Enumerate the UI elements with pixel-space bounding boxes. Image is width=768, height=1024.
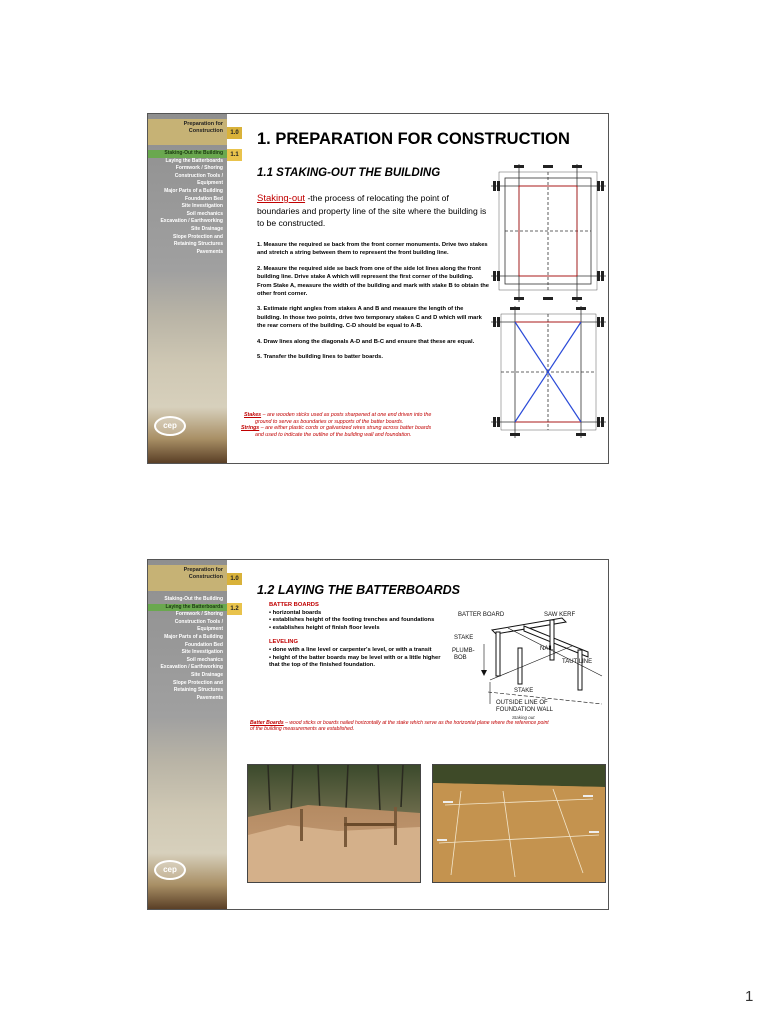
sidebar-item-batterboards[interactable]: Laying the Batterboards xyxy=(165,157,223,164)
sidebar-item-formwork[interactable]: Formwork / Shoring xyxy=(175,165,223,172)
diagram-caption: Staking out xyxy=(512,715,535,720)
section-number-sub: 1.1 xyxy=(227,149,242,161)
leveling-item: • done with a line level or carpenter's level, or with a transit xyxy=(269,646,432,653)
slide-staking-out xyxy=(147,113,609,464)
step-item: 4. Draw lines along the diagonals A-D and B-C and ensure that these are equal. xyxy=(257,338,475,345)
sidebar-item-pavements[interactable]: Pavements xyxy=(196,694,223,701)
note-strings-cont: and used to indicate the outline of the building wall and foundation. xyxy=(255,432,412,439)
definition xyxy=(257,192,489,229)
sidebar-item-tools[interactable]: Construction Tools / xyxy=(174,172,223,179)
label-foundation-wall: FOUNDATION WALL xyxy=(496,707,554,713)
sidebar-item-major-parts[interactable]: Major Parts of a Building xyxy=(164,187,223,194)
sidebar-header[interactable] xyxy=(148,565,227,591)
sidebar-item-pavements[interactable]: Pavements xyxy=(196,248,223,255)
note-text: – wood sticks or boards nailed horizontally at the stake which serve as the horizontal plane where the reference point of the building measurements are established. xyxy=(250,720,549,733)
sidebar-item-excavation[interactable]: Excavation / Earthworking xyxy=(160,664,223,671)
batter-heading: BATTER BOARDS xyxy=(269,602,319,608)
sidebar xyxy=(148,114,227,463)
slide-title: 1. PREPARATION FOR CONSTRUCTION xyxy=(257,130,570,148)
sidebar-header-line-1: Preparation for xyxy=(183,567,223,573)
sidebar-header-line-1: Preparation for xyxy=(183,121,223,127)
sidebar-item-site-drainage[interactable]: Site Drainage xyxy=(191,671,223,678)
step-item: 2. Measure the required side se back from one of the side lot lines along the front building line. Drive stake A which will represent the first corner of the building. From Stake A, measure the width of the building and mark with stake B to obtain the other front corner. xyxy=(257,265,490,298)
section-number-main: 1.0 xyxy=(227,573,242,585)
batter-item: • horizontal boards xyxy=(269,609,322,616)
sidebar-item-staking-out[interactable]: Staking-Out the Building xyxy=(164,596,223,602)
leveling-heading: LEVELING xyxy=(269,639,298,646)
sidebar-header-line-2: Construction xyxy=(188,574,223,580)
slide-content xyxy=(241,114,608,463)
sidebar-item-foundation-bed[interactable]: Foundation Bed xyxy=(184,641,223,648)
slide-content xyxy=(244,560,608,909)
step-item: 5. Transfer the building lines to batter boards. xyxy=(257,354,383,361)
step-item: 1. Measure the required se back from the front corner monuments. Drive two stakes and stretch a string between them to represent the front building line. xyxy=(257,242,488,257)
sidebar-nav xyxy=(148,596,227,702)
sidebar-item-excavation[interactable]: Excavation / Earthworking xyxy=(160,218,223,225)
definition-term: Staking-out xyxy=(257,193,306,204)
label-batter-board: BATTER BOARD xyxy=(458,612,505,618)
note-strings-term: Strings xyxy=(241,425,260,432)
label-stake: STAKE xyxy=(454,635,474,641)
sidebar-item-slope-protection[interactable]: Slope Protection and xyxy=(172,233,223,240)
leveling-item: • height of the batter boards may be level with or a little higher that the top of the finished foundation. xyxy=(269,654,441,669)
label-taut-line: TAUT LINE xyxy=(562,659,593,665)
site-photo-stakes xyxy=(247,764,421,883)
sidebar-item-formwork[interactable]: Formwork / Shoring xyxy=(175,611,223,618)
staking-diagram-diagonals xyxy=(491,306,606,438)
note-stakes-text: – are wooden sticks used as posts sharpened at one end driven into the xyxy=(261,412,432,418)
sidebar-item-retaining-structures[interactable]: Retaining Structures xyxy=(173,241,223,248)
note-stakes-cont: ground to serve as boundaries or supports of the batter boards. xyxy=(255,418,404,425)
step-item: 3. Estimate right angles from stakes A and B and measure the length of the building. In those two points, drive two temporary stakes C and D which will mark the rear corners of the building. C-D should be equal to A-B. xyxy=(257,306,482,330)
sidebar-item-site-investigation[interactable]: Site Investigation xyxy=(181,649,223,656)
sidebar-nav xyxy=(148,150,227,256)
sidebar-item-soil-mechanics[interactable]: Soil mechanics xyxy=(186,656,223,663)
sidebar-item-batterboards[interactable]: Laying the Batterboards xyxy=(148,604,227,612)
batter-board-text xyxy=(269,602,444,670)
cep-logo: cep xyxy=(154,416,186,436)
staking-diagram-top xyxy=(491,164,606,302)
batter-board-diagram xyxy=(452,608,606,716)
batter-board-note xyxy=(250,720,550,733)
slide-subtitle: 1.1 STAKING-OUT THE BUILDING xyxy=(257,167,441,179)
sidebar-item-retaining-structures[interactable]: Retaining Structures xyxy=(173,687,223,694)
sidebar-item-site-drainage[interactable]: Site Drainage xyxy=(191,225,223,232)
sidebar-item-major-parts[interactable]: Major Parts of a Building xyxy=(164,633,223,640)
steps-list xyxy=(257,241,489,368)
batter-item: • establishes height of the footing trenches and foundations xyxy=(269,617,435,624)
cep-logo: cep xyxy=(154,860,186,880)
definition-text: -the process of relocating the point of boundaries and property line of the site where the building is to be constructed. xyxy=(257,193,487,228)
page-number: 1 xyxy=(745,988,754,1005)
label-nail: NAIL xyxy=(540,646,554,652)
sidebar-item-site-investigation[interactable]: Site Investigation xyxy=(181,203,223,210)
site-photo-batterboards xyxy=(432,764,606,883)
label-saw-kerf: SAW KERF xyxy=(544,612,576,618)
sidebar-item-equipment[interactable]: Equipment xyxy=(197,180,223,187)
note-stakes-term: Stakes xyxy=(244,412,262,418)
sidebar-header[interactable] xyxy=(148,119,227,145)
slide-title: 1.2 LAYING THE BATTERBOARDS xyxy=(257,583,461,597)
note-term: Batter Boards xyxy=(250,720,284,726)
sidebar-item-slope-protection[interactable]: Slope Protection and xyxy=(172,679,223,686)
slide-batterboards xyxy=(147,559,609,910)
section-number-sub: 1.2 xyxy=(227,603,242,615)
label-stake-2: STAKE xyxy=(514,688,534,694)
sidebar-item-tools[interactable]: Construction Tools / xyxy=(174,618,223,625)
note-strings-text: – are either plastic cords or galvanized wires strung across batter boards xyxy=(259,425,432,432)
sidebar-item-equipment[interactable]: Equipment xyxy=(197,626,223,633)
sidebar-item-soil-mechanics[interactable]: Soil mechanics xyxy=(186,210,223,217)
section-number-main: 1.0 xyxy=(227,127,242,139)
sidebar-header-line-2: Construction xyxy=(188,128,223,134)
label-bob: BOB xyxy=(454,655,467,661)
sidebar xyxy=(148,560,227,909)
label-outside-line: OUTSIDE LINE OF xyxy=(496,700,548,706)
sidebar-item-foundation-bed[interactable]: Foundation Bed xyxy=(184,195,223,202)
batter-item: • establishes height of finish floor levels xyxy=(269,624,380,631)
notes xyxy=(241,412,491,439)
sidebar-item-staking-out[interactable]: Staking-Out the Building xyxy=(148,150,227,158)
label-plumb: PLUMB- xyxy=(452,648,475,654)
